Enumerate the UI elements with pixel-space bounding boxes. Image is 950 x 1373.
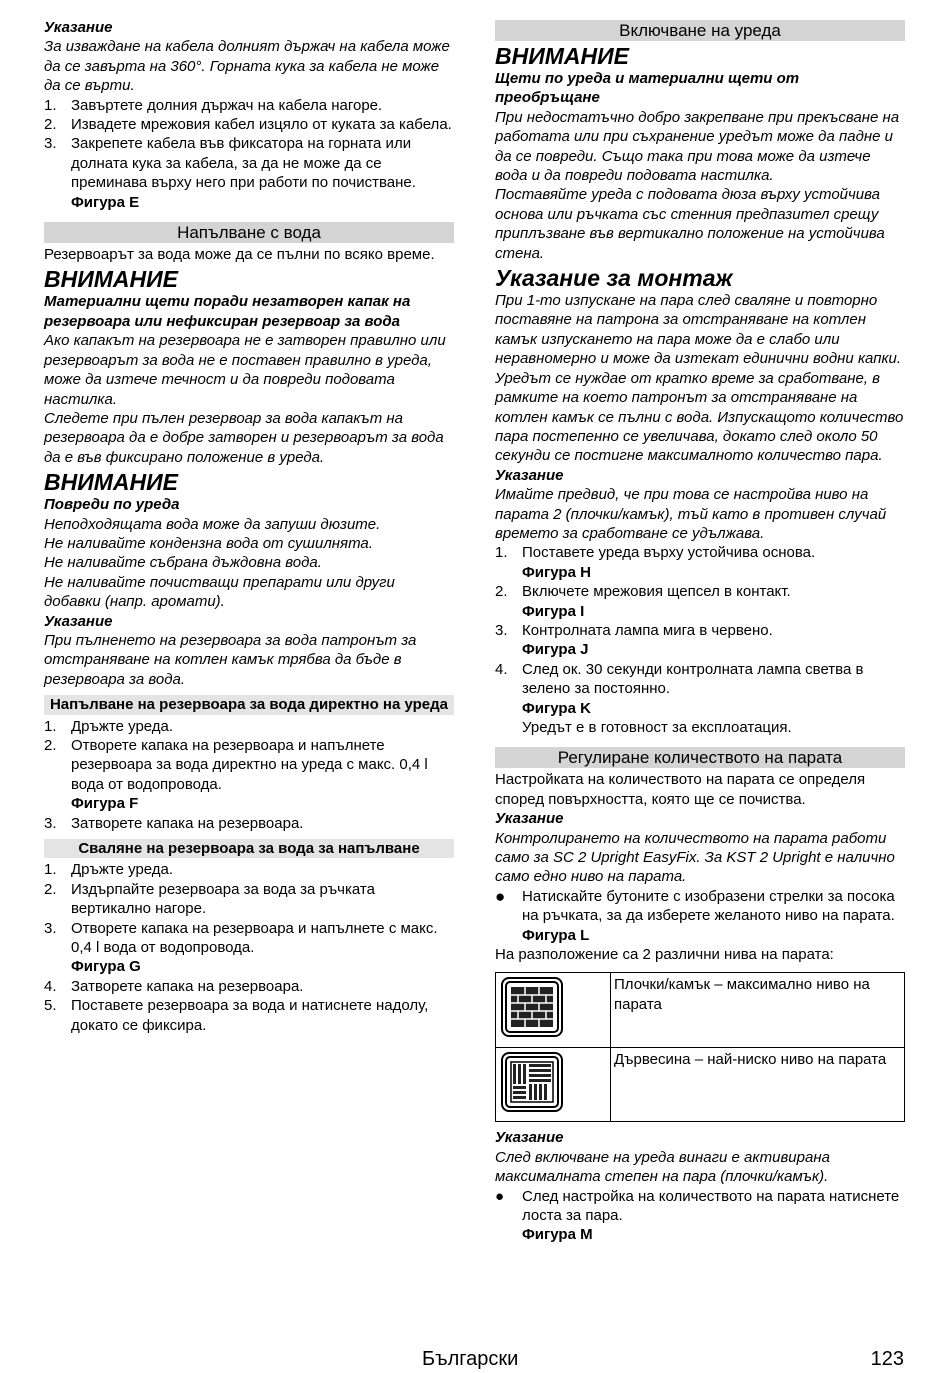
warning-text: Следете при пълен резервоар за вода капакът на резервоара да е добре затворен и резервоарът за вода да е във фиксирано положение в уреда.	[44, 409, 444, 466]
steam-levels-table	[495, 972, 905, 1122]
list-item: 3. Контролната лампа мига в червено.	[495, 621, 773, 639]
list-item: 3. Закрепете кабела във фиксатора на горната или долната кука за кабела, за да не може да се преминава върху него при работи по почистване.	[44, 135, 416, 192]
section-heading: Напълване с вода	[44, 222, 454, 243]
figure-ref: Фигура I	[522, 602, 585, 620]
list-item: 3. Отворете капака на резервоара и напълнете с макс. 0,4 l вода от водопровода.	[44, 919, 438, 957]
list-item: 3. Затворете капака на резервоара.	[44, 814, 304, 832]
figure-ref: Фигура H	[522, 563, 591, 581]
ready-text: Уредът е в готовност за експлоатация.	[522, 719, 792, 736]
subsection-heading: Напълване на резервоара за вода директно на уреда	[44, 695, 454, 714]
figure-ref: Фигура M	[522, 1226, 593, 1244]
warning-text: Ако капакът на резервоара не е затворен правилно или резервоарът за вода не е поставен правилно в уреда, може да изтече течност и да повреди подовата настилка.	[44, 332, 446, 408]
icon-cell	[496, 1047, 611, 1121]
warning-subtitle: Материални щети поради незатворен капак на резервоара или нефиксиран резервоар за вода	[44, 293, 411, 330]
warning-text: При недостатъчно добро закрепване при прекъсване на работата или при съхранение уредът може да падне и да се повреди. Също така при това може да изтече вода и да повреди подовата настилка.	[495, 108, 900, 185]
list-item: 1. Дръжте уреда.	[44, 861, 174, 879]
mounting-title: Указание за монтаж	[495, 265, 733, 292]
body-text: Резервоарът за вода може да се пълни по всяко време.	[44, 246, 435, 264]
note-text: При пълненето на резервоара за вода патронът за отстраняване на котлен камък трябва да бъде в резервоара за вода.	[44, 631, 417, 688]
warning-subtitle: Повреди по уреда	[44, 496, 180, 514]
section-heading: Включване на уреда	[495, 20, 905, 41]
list-item: 1. Завъртете долния държач на кабела нагоре.	[44, 96, 383, 114]
bullet-item: ● Натискайте бутоните с изобразени стрелки за посока на ръчката, за да изберете желаното ниво на парата.	[495, 886, 895, 925]
bullet-icon: ●	[495, 1187, 505, 1205]
table-row	[496, 973, 905, 1047]
list-item: 2. Издърпайте резервоара за вода за ръчката вертикално нагоре.	[44, 880, 375, 918]
tiles-stone-icon	[501, 977, 563, 1037]
note-title: Указание	[495, 466, 564, 484]
warning-line: Не наливайте почистващи препарати или други добавки (напр. аромати).	[44, 573, 395, 611]
footer-language: Български	[422, 1348, 519, 1370]
list-item: 4. След ок. 30 секунди контролната лампа светва в зелено за постоянно.	[495, 660, 864, 698]
level-text: Дървесина – най-ниско ниво на парата	[611, 1047, 905, 1121]
right-column	[495, 18, 905, 1245]
figure-ref: Фигура G	[71, 958, 141, 976]
left-column	[44, 18, 454, 1035]
note-title: Указание	[44, 612, 113, 630]
figure-ref: Фигура J	[522, 641, 589, 659]
note-title: Указание	[495, 810, 564, 828]
figure-ref: Фигура K	[522, 699, 591, 717]
list-item: 1. Дръжте уреда.	[44, 717, 174, 735]
warning-line: Не наливайте кондензна вода от сушилнята.	[44, 534, 373, 552]
warning-title: ВНИМАНИЕ	[495, 43, 630, 69]
list-item: 5. Поставете резервоара за вода и натиснете надолу, докато се фиксира.	[44, 997, 429, 1034]
note-title: Указание	[44, 19, 113, 36]
section-heading: Регулиране количеството на парата	[495, 747, 905, 768]
bullet-icon: ●	[495, 886, 506, 906]
note-text: Контролирането на количеството на парата работи само за SC 2 Upright EasyFix. За KST 2 Upright е налично само едно ниво на парата.	[495, 829, 895, 886]
figure-ref: Фигура L	[522, 926, 590, 944]
list-item: 2. Извадете мрежовия кабел изцяло от куката за кабела.	[44, 116, 452, 134]
warning-title: ВНИМАНИЕ	[44, 266, 179, 293]
warning-title: ВНИМАНИЕ	[44, 469, 179, 496]
warning-line: Не наливайте събрана дъждовна вода.	[44, 554, 322, 572]
warning-line: Неподходящата вода може да запуши дюзите.	[44, 515, 381, 533]
subsection-heading: Сваляне на резервоара за вода за напълване	[44, 839, 454, 858]
mounting-text: При 1-то изпускане на пара след сваляне и повторно поставяне на патрона за отстраняване на котлен камък изпускането на пара може да е слабо или неравномерно и може да изтекат единични водни капки. Уредът се нуждае от кратко време за сработване, в рамките на което патронът за отстраняване на котлен камък се пълни с вода. Изпускащото количество пара постепенно се увеличава, докато след около 50 секунди се постигне максималното количество пара.	[495, 292, 904, 465]
warning-subtitle: Щети по уреда и материални щети от преобръщане	[495, 70, 800, 107]
note-text: След включване на уреда винаги е активирана максималната степен на пара (плочки/камък).	[495, 1148, 830, 1186]
figure-ref: Фигура E	[71, 193, 140, 211]
list-item: 1. Поставете уреда върху устойчива основа.	[495, 544, 816, 562]
bullet-item: ● След настройка на количеството на парата натиснете лоста за пара.	[495, 1187, 900, 1224]
list-item: 2. Включете мрежовия щепсел в контакт.	[495, 583, 791, 601]
page-number: 123	[870, 1348, 904, 1370]
list-item: 4. Затворете капака на резервоара.	[44, 977, 304, 995]
wood-icon	[501, 1052, 563, 1112]
note-text: Имайте предвид, че при това се настройва ниво на парата 2 (плочки/камък), тъй като в противен случай времето за сработване се удължава.	[495, 486, 887, 542]
table-row	[496, 1047, 905, 1121]
figure-ref: Фигура F	[71, 795, 139, 813]
note-text: За изваждане на кабела долният държач на кабела може да се завърта на 360°. Горната кука за кабела не може да се върти.	[44, 38, 450, 95]
body-text: На разположение са 2 различни нива на парата:	[495, 946, 834, 964]
body-text: Настройката на количеството на парата се определя според повърхността, която ще се почиства.	[495, 771, 866, 808]
list-item: 2. Отворете капака на резервоара и напълнете резервоара за вода директно на уреда с макс. 0,4 l вода от водопровода.	[44, 737, 428, 793]
note-title: Указание	[495, 1129, 564, 1147]
warning-text: Поставяйте уреда с подовата дюза върху устойчива основа или ръчката със стенния предпазител срещу приплъзване във вертикално положение на устойчива стена.	[495, 186, 885, 262]
icon-cell	[496, 973, 611, 1047]
level-text: Плочки/камък – максимално ниво на парата	[611, 973, 905, 1047]
